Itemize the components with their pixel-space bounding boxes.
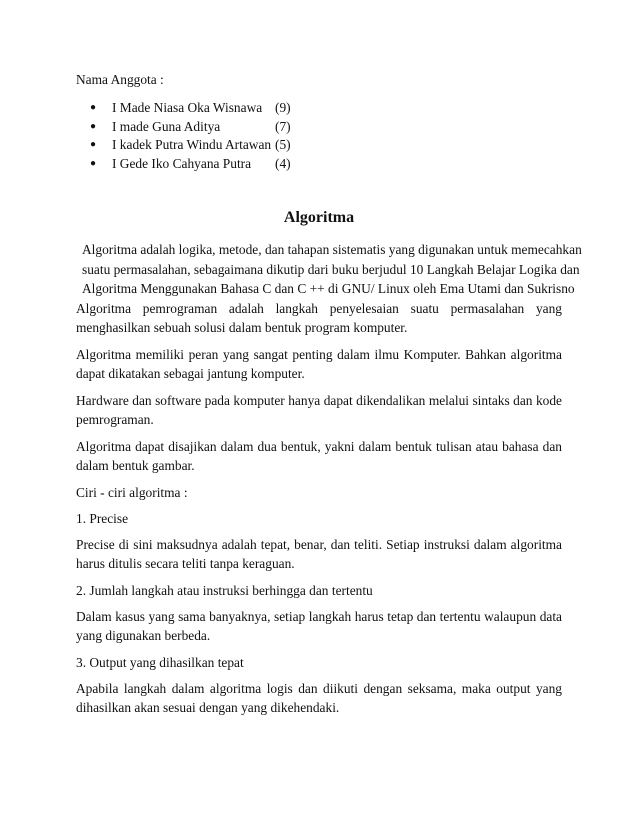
member-number: (7) <box>275 118 291 134</box>
member-name: I kadek Putra Windu Artawan <box>112 137 272 152</box>
quote-line: suatu permasalahan, sebagaimana dikutip dari buku berjudul 10 Langkah Belajar Logika dan <box>82 261 580 277</box>
paragraph: Precise di sini maksudnya adalah tepat, benar, dan teliti. Setiap instruksi dalam algoritma harus ditulis secara teliti tanpa keraguan. <box>76 537 562 571</box>
paragraph: Algoritma memiliki peran yang sangat penting dalam ilmu Komputer. Bahkan algoritma dapat dikatakan sebagai jantung komputer. <box>76 347 562 381</box>
quote-line: Algoritma adalah logika, metode, dan tahapan sistematis yang digunakan untuk memecahkan <box>82 242 582 257</box>
quote-line: Algoritma Menggunakan Bahasa C dan C ++ di GNU/ Linux oleh Ema Utami dan Sukrisno <box>82 281 575 296</box>
paragraph: Apabila langkah dalam algoritma logis dan diikuti dengan seksama, maka output yang dihasilkan akan sesuai dengan yang dikehendaki. <box>76 681 562 715</box>
paragraph: Hardware dan software pada komputer hanya dapat dikendalikan melalui sintaks dan kode pemrograman. <box>76 393 562 427</box>
member-name: I Made Niasa Oka Wisnawa <box>112 100 263 115</box>
page-title: Algoritma <box>283 209 355 226</box>
members-label: Nama Anggota : <box>76 72 164 87</box>
member-name: I Gede Iko Cahyana Putra <box>112 155 252 171</box>
section-heading: Ciri - ciri algoritma : <box>76 485 188 500</box>
paragraph: Algoritma dapat disajikan dalam dua bentuk, yakni dalam bentuk tulisan atau bahasa dan dalam bentuk gambar. <box>76 439 562 473</box>
member-number: (4) <box>275 155 291 171</box>
section-heading: 1. Precise <box>76 511 129 526</box>
paragraph: Dalam kasus yang sama banyaknya, setiap langkah harus tetap dan tertentu walaupun data yang digunakan berbeda. <box>76 609 562 643</box>
section-heading: 3. Output yang dihasilkan tepat <box>76 655 244 670</box>
bullet-icon: ● <box>90 102 97 113</box>
member-number: (5) <box>275 137 291 152</box>
member-name: I made Guna Aditya <box>112 118 221 134</box>
paragraph: Algoritma pemrograman adalah langkah penyelesaian suatu permasalahan yang menghasilkan sebuah solusi dalam bentuk program komputer. <box>76 301 562 335</box>
member-number: (9) <box>275 100 291 115</box>
section-heading: 2. Jumlah langkah atau instruksi berhingga dan tertentu <box>76 583 373 598</box>
bullet-icon: ● <box>90 139 97 150</box>
bullet-icon: ● <box>90 120 97 132</box>
bullet-icon: ● <box>90 157 97 169</box>
definition-quote <box>82 240 582 299</box>
